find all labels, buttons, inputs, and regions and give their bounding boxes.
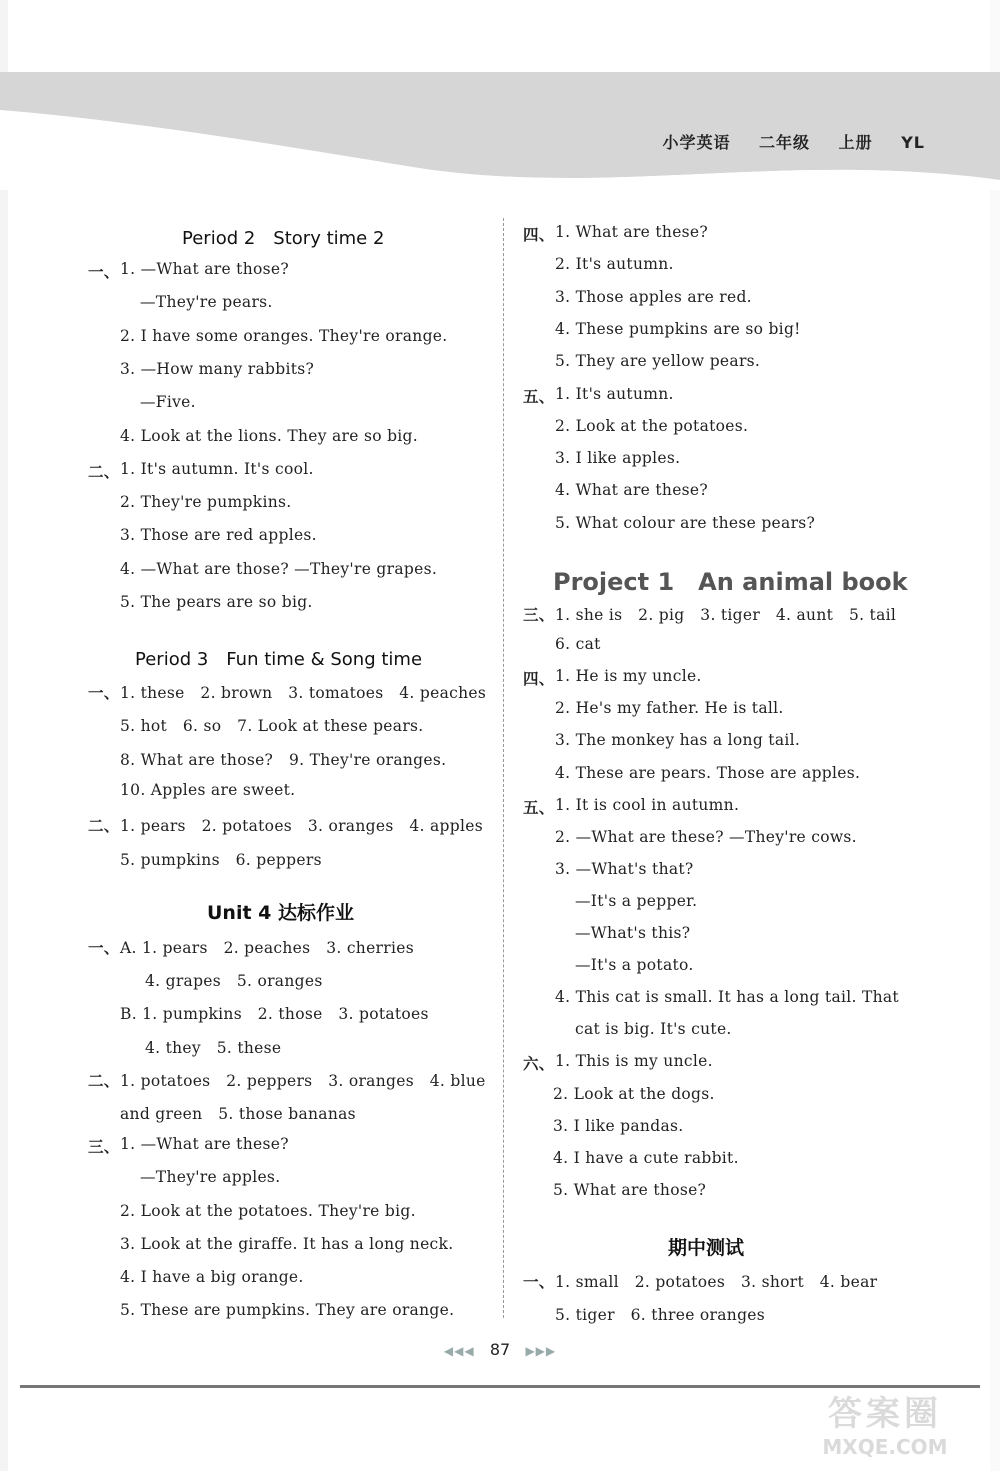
section-title-project1: Project 1 An animal book (553, 568, 908, 596)
answer-line: —What's this? (575, 924, 691, 942)
prev-arrows: ◀◀◀ (443, 1344, 475, 1358)
answer-line: 5. hot 6. so 7. Look at these pears. (120, 717, 424, 736)
answer-line: 5. They are yellow pears. (555, 352, 761, 371)
answer-line: B. 1. pumpkins 2. those 3. potatoes (120, 1005, 429, 1024)
answer-line: —They're apples. (140, 1168, 281, 1187)
answer-line: 4. These pumpkins are so big! (555, 319, 801, 338)
answer-line: 8. What are those? 9. They're oranges. (120, 750, 447, 769)
answer-line: cat is big. It's cute. (575, 1020, 732, 1039)
answer-line: 2. They're pumpkins. (120, 493, 292, 512)
watermark-url: MXQE.COM (822, 1435, 948, 1459)
header-grade: 二年级 (759, 133, 811, 152)
page-edge (0, 0, 8, 1471)
answer-line: 5. These are pumpkins. They are orange. (120, 1301, 455, 1320)
answer-line: 1. This is my uncle. (555, 1052, 713, 1071)
answer-line: 5. What are those? (553, 1180, 707, 1199)
answer-line: 6. cat (555, 635, 601, 654)
answer-line: 1. she is 2. pig 3. tiger 4. aunt 5. tail (555, 606, 897, 624)
question-number: 一、 (88, 684, 120, 702)
answer-line: —It's a potato. (575, 956, 694, 975)
watermark-logo (785, 1386, 985, 1466)
answer-line: 3. —How many rabbits? (120, 359, 315, 378)
answer-line: —It's a pepper. (575, 891, 698, 910)
answer-line: 1. small 2. potatoes 3. short 4. bear (555, 1273, 878, 1291)
answer-line: 3. I like apples. (555, 449, 681, 468)
section-title-period3: Period 3 Fun time & Song time (135, 649, 423, 670)
answer-line: 3. Those are red apples. (120, 526, 317, 545)
answer-line: 1. It's autumn. It's cool. (120, 459, 314, 478)
answer-line: 2. He's my father. He is tall. (555, 699, 784, 718)
page-navigation (0, 1340, 1000, 1359)
section-title-period2: Period 2 Story time 2 (182, 228, 385, 249)
question-number: 二、 (88, 817, 120, 836)
answer-line: 4. they 5. these (145, 1038, 282, 1057)
answer-line: 1. potatoes 2. peppers 3. oranges 4. blue (120, 1071, 486, 1090)
question-number: 一、 (88, 939, 120, 957)
answer-line: 3. Look at the giraffe. It has a long neck. (120, 1234, 454, 1253)
column-divider (503, 218, 504, 1318)
answer-line: and green 5. those bananas (120, 1105, 356, 1123)
section-title-unit4: Unit 4 达标作业 (207, 902, 354, 924)
answer-line: 1. It is cool in autumn. (555, 795, 740, 814)
question-number: 三、 (523, 606, 555, 624)
answer-line: 5. pumpkins 6. peppers (120, 850, 322, 869)
answer-line: 1. He is my uncle. (555, 667, 702, 686)
answer-line: 1. pears 2. potatoes 3. oranges 4. apples (120, 817, 483, 836)
header-subject: 小学英语 (662, 133, 731, 152)
answer-line: 5. What colour are these pears? (555, 513, 816, 532)
answer-line: 2. —What are these? —They're cows. (555, 827, 857, 846)
answer-line: 1. these 2. brown 3. tomatoes 4. peaches (120, 684, 487, 702)
answer-line: 3. Those apples are red. (555, 287, 752, 306)
section-title-midterm: 期中测试 (668, 1237, 745, 1259)
answer-line: 4. This cat is small. It has a long tail. That (555, 988, 899, 1007)
answer-line: 2. Look at the potatoes. (555, 416, 749, 435)
answer-line: 1. What are these? (555, 223, 708, 241)
answer-line: 2. Look at the potatoes. They're big. (120, 1201, 416, 1220)
page-edge (990, 0, 1000, 1471)
answer-line: 1. It's autumn. (555, 384, 674, 403)
question-number: 一、 (88, 263, 120, 281)
answer-line: 4. Look at the lions. They are so big. (120, 426, 419, 445)
answer-line: —Five. (140, 393, 196, 412)
question-number: 二、 (88, 1071, 120, 1090)
answer-line: 2. It's autumn. (555, 255, 674, 274)
question-number: 六、 (523, 1055, 555, 1074)
question-number: 四、 (523, 226, 555, 244)
answer-line: 4. I have a big orange. (120, 1268, 304, 1286)
question-number: 五、 (523, 798, 555, 817)
answer-line: 4. What are these? (555, 481, 708, 500)
answer-line: 5. tiger 6. three oranges (555, 1305, 766, 1324)
answer-line: A. 1. pears 2. peaches 3. cherries (120, 939, 414, 957)
question-number: 二、 (88, 462, 120, 481)
question-number: 三、 (88, 1138, 120, 1157)
header-volume: 上册 (838, 133, 873, 152)
answer-line: 2. I have some oranges. They're orange. (120, 326, 448, 345)
answer-line: 10. Apples are sweet. (120, 780, 296, 799)
question-number: 五、 (523, 387, 555, 406)
header-band (0, 0, 1000, 190)
answer-line: 2. Look at the dogs. (553, 1084, 715, 1103)
answer-line: 1. —What are those? (120, 260, 289, 278)
header-edition: YL (901, 133, 925, 152)
answer-line: —They're pears. (140, 293, 273, 312)
answer-line: 4. grapes 5. oranges (145, 972, 323, 991)
answer-line: 5. The pears are so big. (120, 593, 313, 611)
book-header (662, 130, 925, 153)
watermark-text: 答案圈 (828, 1394, 942, 1434)
page-number: 87 (489, 1340, 511, 1359)
next-arrows: ▶▶▶ (525, 1344, 557, 1358)
answer-line: 4. —What are those? —They're grapes. (120, 559, 438, 578)
answer-line: 4. These are pears. Those are apples. (555, 763, 861, 782)
answer-line: 1. —What are these? (120, 1135, 289, 1154)
question-number: 一、 (523, 1273, 555, 1291)
answer-line: 3. I like pandas. (553, 1116, 684, 1135)
question-number: 四、 (523, 670, 555, 689)
answer-line: 4. I have a cute rabbit. (553, 1148, 739, 1167)
answer-line: 3. —What's that? (555, 859, 694, 878)
answer-line: 3. The monkey has a long tail. (555, 731, 801, 750)
